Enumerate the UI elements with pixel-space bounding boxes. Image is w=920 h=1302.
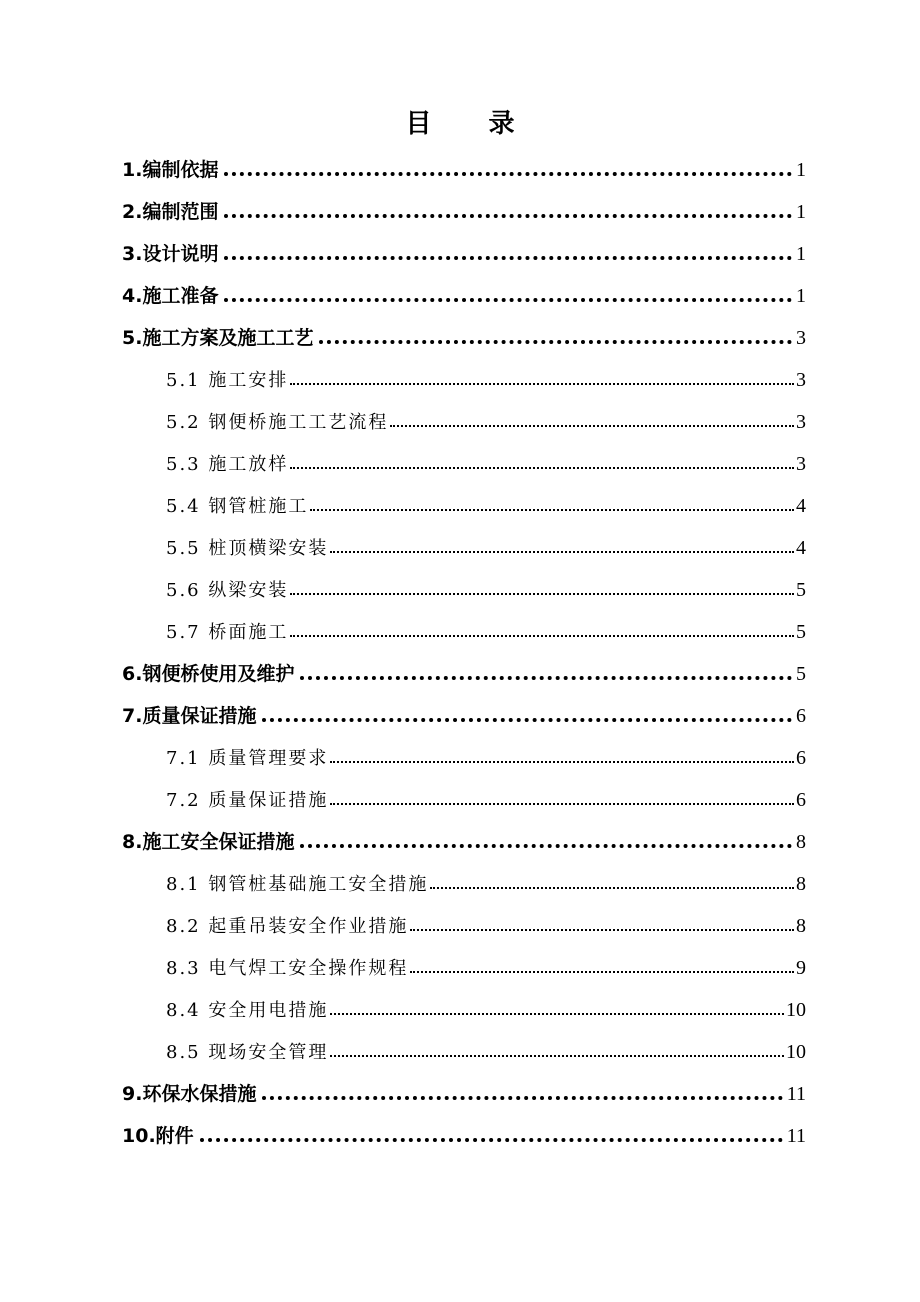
toc-dot-leader	[300, 676, 792, 680]
toc-dot-leader	[330, 1013, 784, 1015]
toc-entry[interactable]	[166, 442, 806, 482]
toc-dot-leader	[224, 298, 792, 302]
toc-entry[interactable]	[166, 988, 806, 1028]
toc-entry[interactable]	[166, 610, 806, 650]
toc-title: 目 录	[405, 109, 539, 139]
toc-dot-leader	[410, 971, 794, 973]
toc-dot-leader	[330, 1055, 784, 1057]
toc-entry[interactable]	[122, 148, 806, 188]
toc-dot-leader	[330, 761, 794, 763]
toc-entry-label: 8.3 电气焊工安全操作规程	[166, 958, 409, 979]
toc-entry[interactable]	[122, 694, 806, 734]
toc-dot-leader	[290, 383, 794, 385]
toc-entry[interactable]	[166, 736, 806, 776]
toc-page-number: 9	[796, 957, 806, 979]
toc-page-number: 11	[786, 1083, 806, 1105]
toc-entry[interactable]	[122, 652, 806, 692]
toc-entry[interactable]	[166, 400, 806, 440]
toc-entry-label: 5.施工方案及施工工艺	[122, 327, 314, 349]
toc-entry[interactable]	[122, 1114, 806, 1154]
toc-entry[interactable]	[122, 274, 806, 314]
toc-entry[interactable]	[166, 568, 806, 608]
toc-page-number: 1	[796, 243, 806, 265]
toc-entry-label: 8.4 安全用电措施	[166, 1000, 329, 1021]
toc-dot-leader	[290, 593, 794, 595]
toc-page-number: 6	[796, 705, 806, 727]
toc-entry-label: 1.编制依据	[122, 159, 219, 181]
toc-entry-label: 10.附件	[122, 1125, 194, 1147]
toc-entry-label: 8.2 起重吊装安全作业措施	[166, 916, 409, 937]
toc-entry-label: 7.2 质量保证措施	[166, 790, 329, 811]
toc-page-number: 8	[796, 915, 806, 937]
toc-entry[interactable]	[166, 358, 806, 398]
toc-entry-label: 4.施工准备	[122, 285, 219, 307]
toc-page-number: 3	[796, 453, 806, 475]
toc-dot-leader	[390, 425, 794, 427]
toc-dot-leader	[410, 929, 794, 931]
toc-dot-leader	[262, 1096, 782, 1100]
toc-page-number: 4	[796, 495, 806, 517]
toc-entry-label: 3.设计说明	[122, 243, 219, 265]
toc-entry-label: 6.钢便桥使用及维护	[122, 663, 295, 685]
toc-dot-leader	[262, 718, 792, 722]
toc-entry-label: 7.质量保证措施	[122, 705, 257, 727]
toc-page-number: 10	[786, 1041, 806, 1063]
toc-page-number: 6	[796, 789, 806, 811]
toc-page-number: 3	[796, 411, 806, 433]
toc-entry[interactable]	[166, 484, 806, 524]
toc-page-number: 8	[796, 873, 806, 895]
toc-page-number: 4	[796, 537, 806, 559]
toc-dot-leader	[224, 214, 792, 218]
toc-entry[interactable]	[166, 526, 806, 566]
toc-entry-label: 5.6 纵梁安装	[166, 580, 289, 601]
toc-entry[interactable]	[122, 190, 806, 230]
toc-dot-leader	[319, 340, 792, 344]
toc-entry-label: 9.环保水保措施	[122, 1083, 257, 1105]
toc-entry-label: 5.3 施工放样	[166, 454, 289, 475]
toc-entry[interactable]	[122, 1072, 806, 1112]
toc-entry-label: 5.1 施工安排	[166, 370, 289, 391]
toc-entry[interactable]	[166, 862, 806, 902]
toc-page-number: 5	[796, 579, 806, 601]
toc-entry[interactable]	[166, 1030, 806, 1070]
toc-entry[interactable]	[166, 946, 806, 986]
toc-entry-label: 8.1 钢管桩基础施工安全措施	[166, 874, 429, 895]
toc-page-number: 1	[796, 201, 806, 223]
toc-page-number: 10	[786, 999, 806, 1021]
toc-dot-leader	[224, 172, 792, 176]
toc-entry-label: 8.施工安全保证措施	[122, 831, 295, 853]
toc-dot-leader	[200, 1138, 783, 1142]
toc-entry-label: 5.5 桩顶横梁安装	[166, 538, 329, 559]
toc-entry[interactable]	[166, 904, 806, 944]
toc-dot-leader	[330, 803, 794, 805]
toc-dot-leader	[290, 467, 794, 469]
toc-page-number: 3	[796, 369, 806, 391]
toc-entry-label: 7.1 质量管理要求	[166, 748, 329, 769]
toc-entry-label: 2.编制范围	[122, 201, 219, 223]
toc-page-number: 3	[796, 327, 806, 349]
toc-page-number: 6	[796, 747, 806, 769]
toc-entry-label: 5.7 桥面施工	[166, 622, 289, 643]
toc-dot-leader	[300, 844, 792, 848]
toc-entry[interactable]	[122, 316, 806, 356]
toc-dot-leader	[430, 887, 794, 889]
toc-dot-leader	[330, 551, 794, 553]
toc-entry[interactable]	[166, 778, 806, 818]
toc-page-number: 1	[796, 285, 806, 307]
toc-dot-leader	[290, 635, 794, 637]
toc-entry-label: 5.2 钢便桥施工工艺流程	[166, 412, 389, 433]
toc-dot-leader	[310, 509, 794, 511]
toc-page-number: 11	[786, 1125, 806, 1147]
toc-page-number: 5	[796, 621, 806, 643]
toc-entry-label: 8.5 现场安全管理	[166, 1042, 329, 1063]
toc-dot-leader	[224, 256, 792, 260]
toc-page-number: 1	[796, 159, 806, 181]
toc-page-number: 8	[796, 831, 806, 853]
toc-entry[interactable]	[122, 820, 806, 860]
toc-entry-label: 5.4 钢管桩施工	[166, 496, 309, 517]
toc-page-number: 5	[796, 663, 806, 685]
toc-entry[interactable]	[122, 232, 806, 272]
